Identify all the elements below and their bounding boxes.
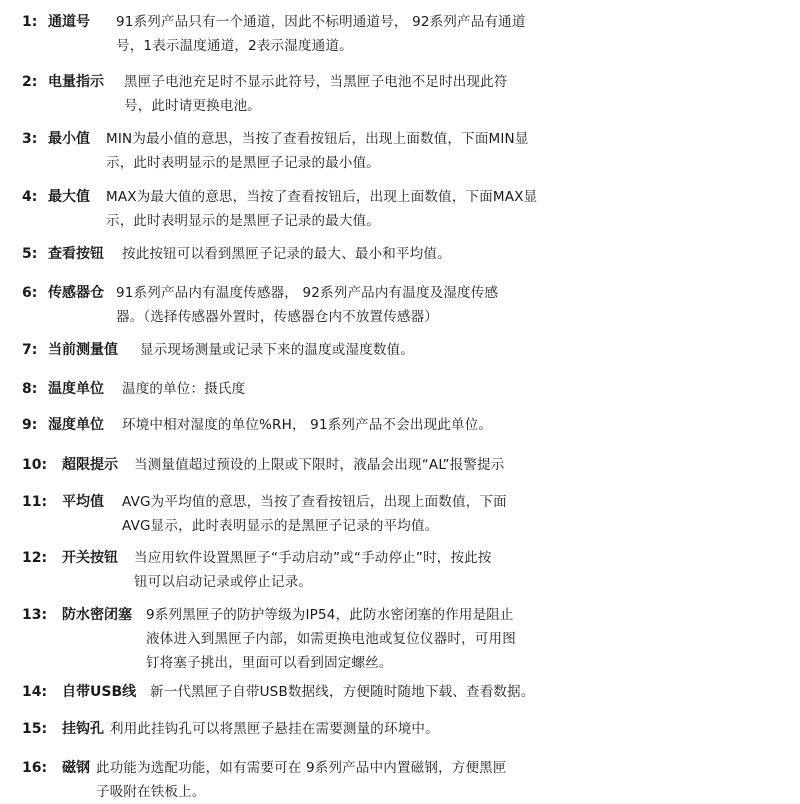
description-line: 新一代黑匣子自带USB数据线，方便随时随地下载、查看数据。 (150, 684, 535, 700)
item-number: 11: (22, 494, 48, 510)
item-title: 防水密闭塞 (62, 607, 132, 623)
description-line: 当应用软件设置黑匣子“手动启动”或“手动停止”时，按此按 (134, 550, 492, 566)
item-description (124, 70, 642, 118)
item-number: 2: (22, 74, 38, 90)
description-line: 91系列产品内有温度传感器， 92系列产品内有温度及湿度传感 (116, 285, 499, 301)
item-title: 最大值 (48, 189, 90, 205)
item-description (116, 10, 642, 58)
description-line: 利用此挂钩孔可以将黑匣子悬挂在需要测量的环境中。 (110, 721, 439, 737)
item-description (134, 453, 642, 477)
item-number: 5: (22, 246, 38, 262)
item-number: 6: (22, 285, 38, 301)
description-line: 液体进入到黑匣子内部，如需更换电池或复位仪器时，可用图 (146, 631, 516, 647)
description-line: 9系列黑匣子的防护等级为IP54，此防水密闭塞的作用是阻止 (146, 607, 514, 623)
description-line: 示，此时表明显示的是黑匣子记录的最大值。 (106, 213, 380, 229)
description-line: 钉将塞子挑出，里面可以看到固定螺丝。 (146, 655, 393, 671)
item-number: 16: (22, 760, 48, 776)
item-number: 7: (22, 342, 38, 358)
item-title: 挂钩孔 (62, 721, 104, 737)
description-line: MAX为最大值的意思，当按了查看按钮后，出现上面数值，下面MAX显 (106, 189, 538, 205)
item-title: 查看按钮 (48, 246, 104, 262)
item-description (150, 680, 642, 704)
item-number: 4: (22, 189, 38, 205)
item-number: 14: (22, 684, 48, 700)
description-line: 器。（选择传感器外置时，传感器仓内不放置传感器） (116, 309, 439, 325)
item-title: 最小值 (48, 131, 90, 147)
description-line: 子吸附在铁板上。 (96, 784, 206, 800)
item-number: 13: (22, 607, 48, 623)
item-number: 3: (22, 131, 38, 147)
description-line: MIN为最小值的意思，当按了查看按钮后，出现上面数值，下面MIN显 (106, 131, 529, 147)
item-description (96, 756, 642, 804)
item-number: 10: (22, 457, 48, 473)
item-description (106, 127, 642, 175)
description-line: 环境中相对湿度的单位%RH， 91系列产品不会出现此单位。 (122, 417, 493, 433)
item-description (106, 185, 642, 233)
item-title: 平均值 (62, 494, 104, 510)
item-description (122, 242, 642, 266)
description-line: 此功能为选配功能，如有需要可在 9系列产品中内置磁钢，方便黑匣 (96, 760, 507, 776)
item-number: 1: (22, 14, 38, 30)
item-title: 传感器仓 (48, 285, 104, 301)
description-line: 钮可以启动记录或停止记录。 (134, 574, 313, 590)
item-number: 8: (22, 381, 38, 397)
item-description (122, 490, 642, 538)
item-title: 当前测量值 (48, 342, 118, 358)
item-description (122, 377, 642, 401)
description-line: 号，1表示温度通道，2表示湿度通道。 (116, 38, 353, 54)
item-description (140, 338, 642, 362)
item-number: 9: (22, 417, 38, 433)
item-title: 磁钢 (62, 760, 90, 776)
item-description (110, 717, 642, 741)
description-line: 号，此时请更换电池。 (124, 98, 261, 114)
description-line: AVG显示，此时表明显示的是黑匣子记录的平均值。 (122, 518, 439, 534)
item-title: 温度单位 (48, 381, 104, 397)
item-number: 12: (22, 550, 48, 566)
item-description (146, 603, 642, 675)
item-number: 15: (22, 721, 48, 737)
description-line: AVG为平均值的意思，当按了查看按钮后，出现上面数值，下面 (122, 494, 507, 510)
description-line: 温度的单位：摄氏度 (122, 381, 246, 397)
item-title: 超限提示 (62, 457, 118, 473)
item-description (134, 546, 642, 594)
item-title: 电量指示 (48, 74, 104, 90)
description-line: 显示现场测量或记录下来的温度或湿度数值。 (140, 342, 414, 358)
description-line: 当测量值超过预设的上限或下限时，液晶会出现“AL”报警提示 (134, 457, 505, 473)
item-title: 通道号 (48, 14, 90, 30)
description-line: 示，此时表明显示的是黑匣子记录的最小值。 (106, 155, 380, 171)
item-title: 自带USB线 (62, 684, 137, 700)
description-line: 黑匣子电池充足时不显示此符号，当黑匣子电池不足时出现此符 (124, 74, 508, 90)
item-title: 湿度单位 (48, 417, 104, 433)
item-description (116, 281, 642, 329)
item-title: 开关按钮 (62, 550, 118, 566)
description-line: 按此按钮可以看到黑匣子记录的最大、最小和平均值。 (122, 246, 451, 262)
item-description (122, 413, 642, 437)
description-line: 91系列产品只有一个通道，因此不标明通道号， 92系列产品有通道 (116, 14, 526, 30)
